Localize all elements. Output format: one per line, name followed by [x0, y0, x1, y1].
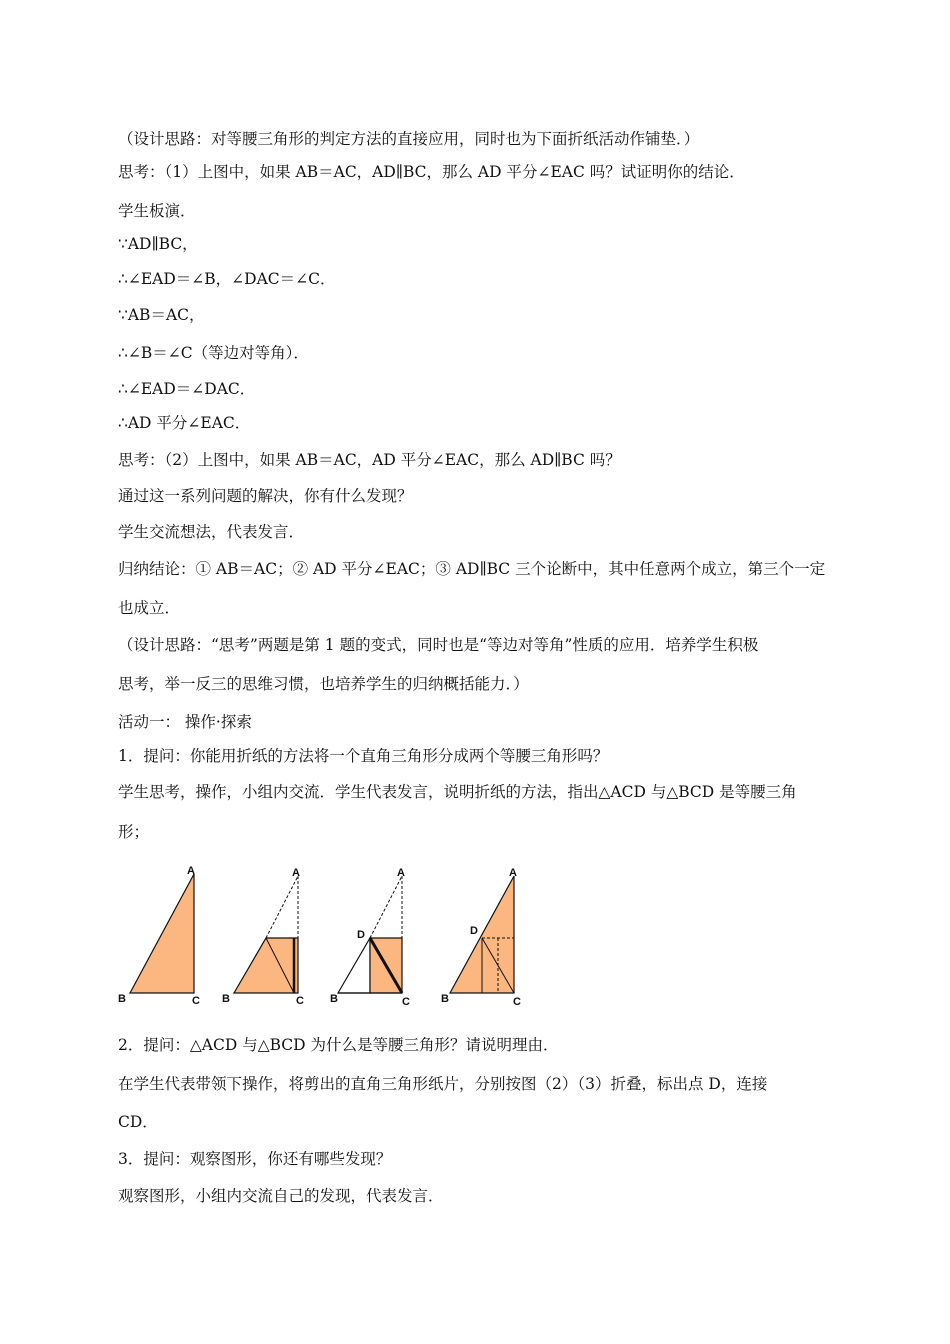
figure-1-label-b: B [118, 993, 126, 1005]
proof-line-3: ∵AB＝AC， [118, 306, 205, 324]
figure-3-label-c: C [402, 996, 410, 1008]
text-line-student-think-1: 学生思考，操作，小组内交流．学生代表发言，说明折纸的方法，指出△ACD 与△BCD 是等腰三角 [118, 783, 797, 801]
text-line-think-2: 思考：（2）上图中，如果 AB＝AC，AD 平分∠EAC，那么 AD∥BC 吗？ [118, 451, 621, 469]
proof-line-4: ∴∠B＝∠C（等边对等角）． [118, 344, 309, 362]
text-line-operation-2: CD． [118, 1113, 158, 1131]
text-line-discovery-question: 通过这一系列问题的解决，你有什么发现？ [118, 487, 413, 505]
figure-4-label-b: B [441, 993, 449, 1005]
text-line-design-idea-1: （设计思路：对等腰三角形的判定方法的直接应用，同时也为下面折纸活动作铺垫．） [118, 130, 700, 148]
figure-3-label-a: A [397, 867, 405, 879]
proof-line-6: ∴AD 平分∠EAC． [118, 414, 251, 432]
figure-2-first-fold [222, 867, 304, 1007]
text-line-think-1: 思考：（1）上图中，如果 AB＝AC，AD∥BC，那么 AD 平分∠EAC 吗？试证明你的结论． [118, 163, 745, 181]
figure-2-label-a: A [292, 867, 300, 879]
text-line-conclusion-1: 归纳结论：① AB＝AC；② AD 平分∠EAC；③ AD∥BC 三个论断中，其中任意两个成立，第三个一定 [118, 560, 826, 578]
proof-line-2: ∴∠EAD＝∠B，∠DAC＝∠C． [118, 270, 336, 288]
figure-4-label-a: A [509, 867, 517, 879]
figure-4-label-c: C [513, 996, 521, 1008]
text-line-student-board: 学生板演． [118, 202, 196, 220]
figure-3-second-fold [330, 867, 410, 1008]
figure-3-label-d: D [357, 929, 365, 941]
text-line-question-3: 3．提问：观察图形，你还有哪些发现？ [118, 1150, 392, 1168]
figure-1-right-triangle [118, 865, 200, 1007]
text-line-question-1: 1．提问：你能用折纸的方法将一个直角三角形分成两个等腰三角形吗？ [118, 747, 609, 765]
figure-4-unfolded [441, 867, 521, 1008]
figure-2-label-c: C [296, 995, 304, 1007]
text-line-conclusion-2: 也成立． [118, 599, 181, 617]
figure-4-label-d: D [470, 925, 478, 937]
text-line-design-idea-2a: （设计思路：“思考”两题是第 1 题的变式，同时也是“等边对等角”性质的应用．培养学生积极 [118, 636, 759, 654]
figure-2-label-b: B [222, 993, 230, 1005]
text-line-observe: 观察图形，小组内交流自己的发现，代表发言． [118, 1187, 444, 1205]
text-line-student-exchange: 学生交流想法，代表发言． [118, 523, 305, 541]
folding-figures [112, 862, 532, 1012]
text-line-operation-1: 在学生代表带领下操作，将剪出的直角三角形纸片，分别按图（2）（3）折叠，标出点 D，连接 [118, 1075, 768, 1093]
folding-figures-svg [112, 862, 532, 1012]
section-heading-activity-1: 活动一： 操作·探索 [118, 713, 252, 731]
figure-3-label-b: B [330, 993, 338, 1005]
proof-line-5: ∴∠EAD＝∠DAC． [118, 380, 256, 398]
text-line-question-2: 2．提问：△ACD 与△BCD 为什么是等腰三角形？请说明理由． [118, 1036, 559, 1054]
text-line-design-idea-2b: 思考，举一反三的思维习惯，也培养学生的归纳概括能力．） [118, 675, 529, 693]
proof-line-1: ∵AD∥BC， [118, 235, 198, 253]
text-line-student-think-2: 形； [118, 823, 150, 841]
figure-1-label-a: A [187, 865, 195, 877]
figure-1-label-c: C [192, 995, 200, 1007]
